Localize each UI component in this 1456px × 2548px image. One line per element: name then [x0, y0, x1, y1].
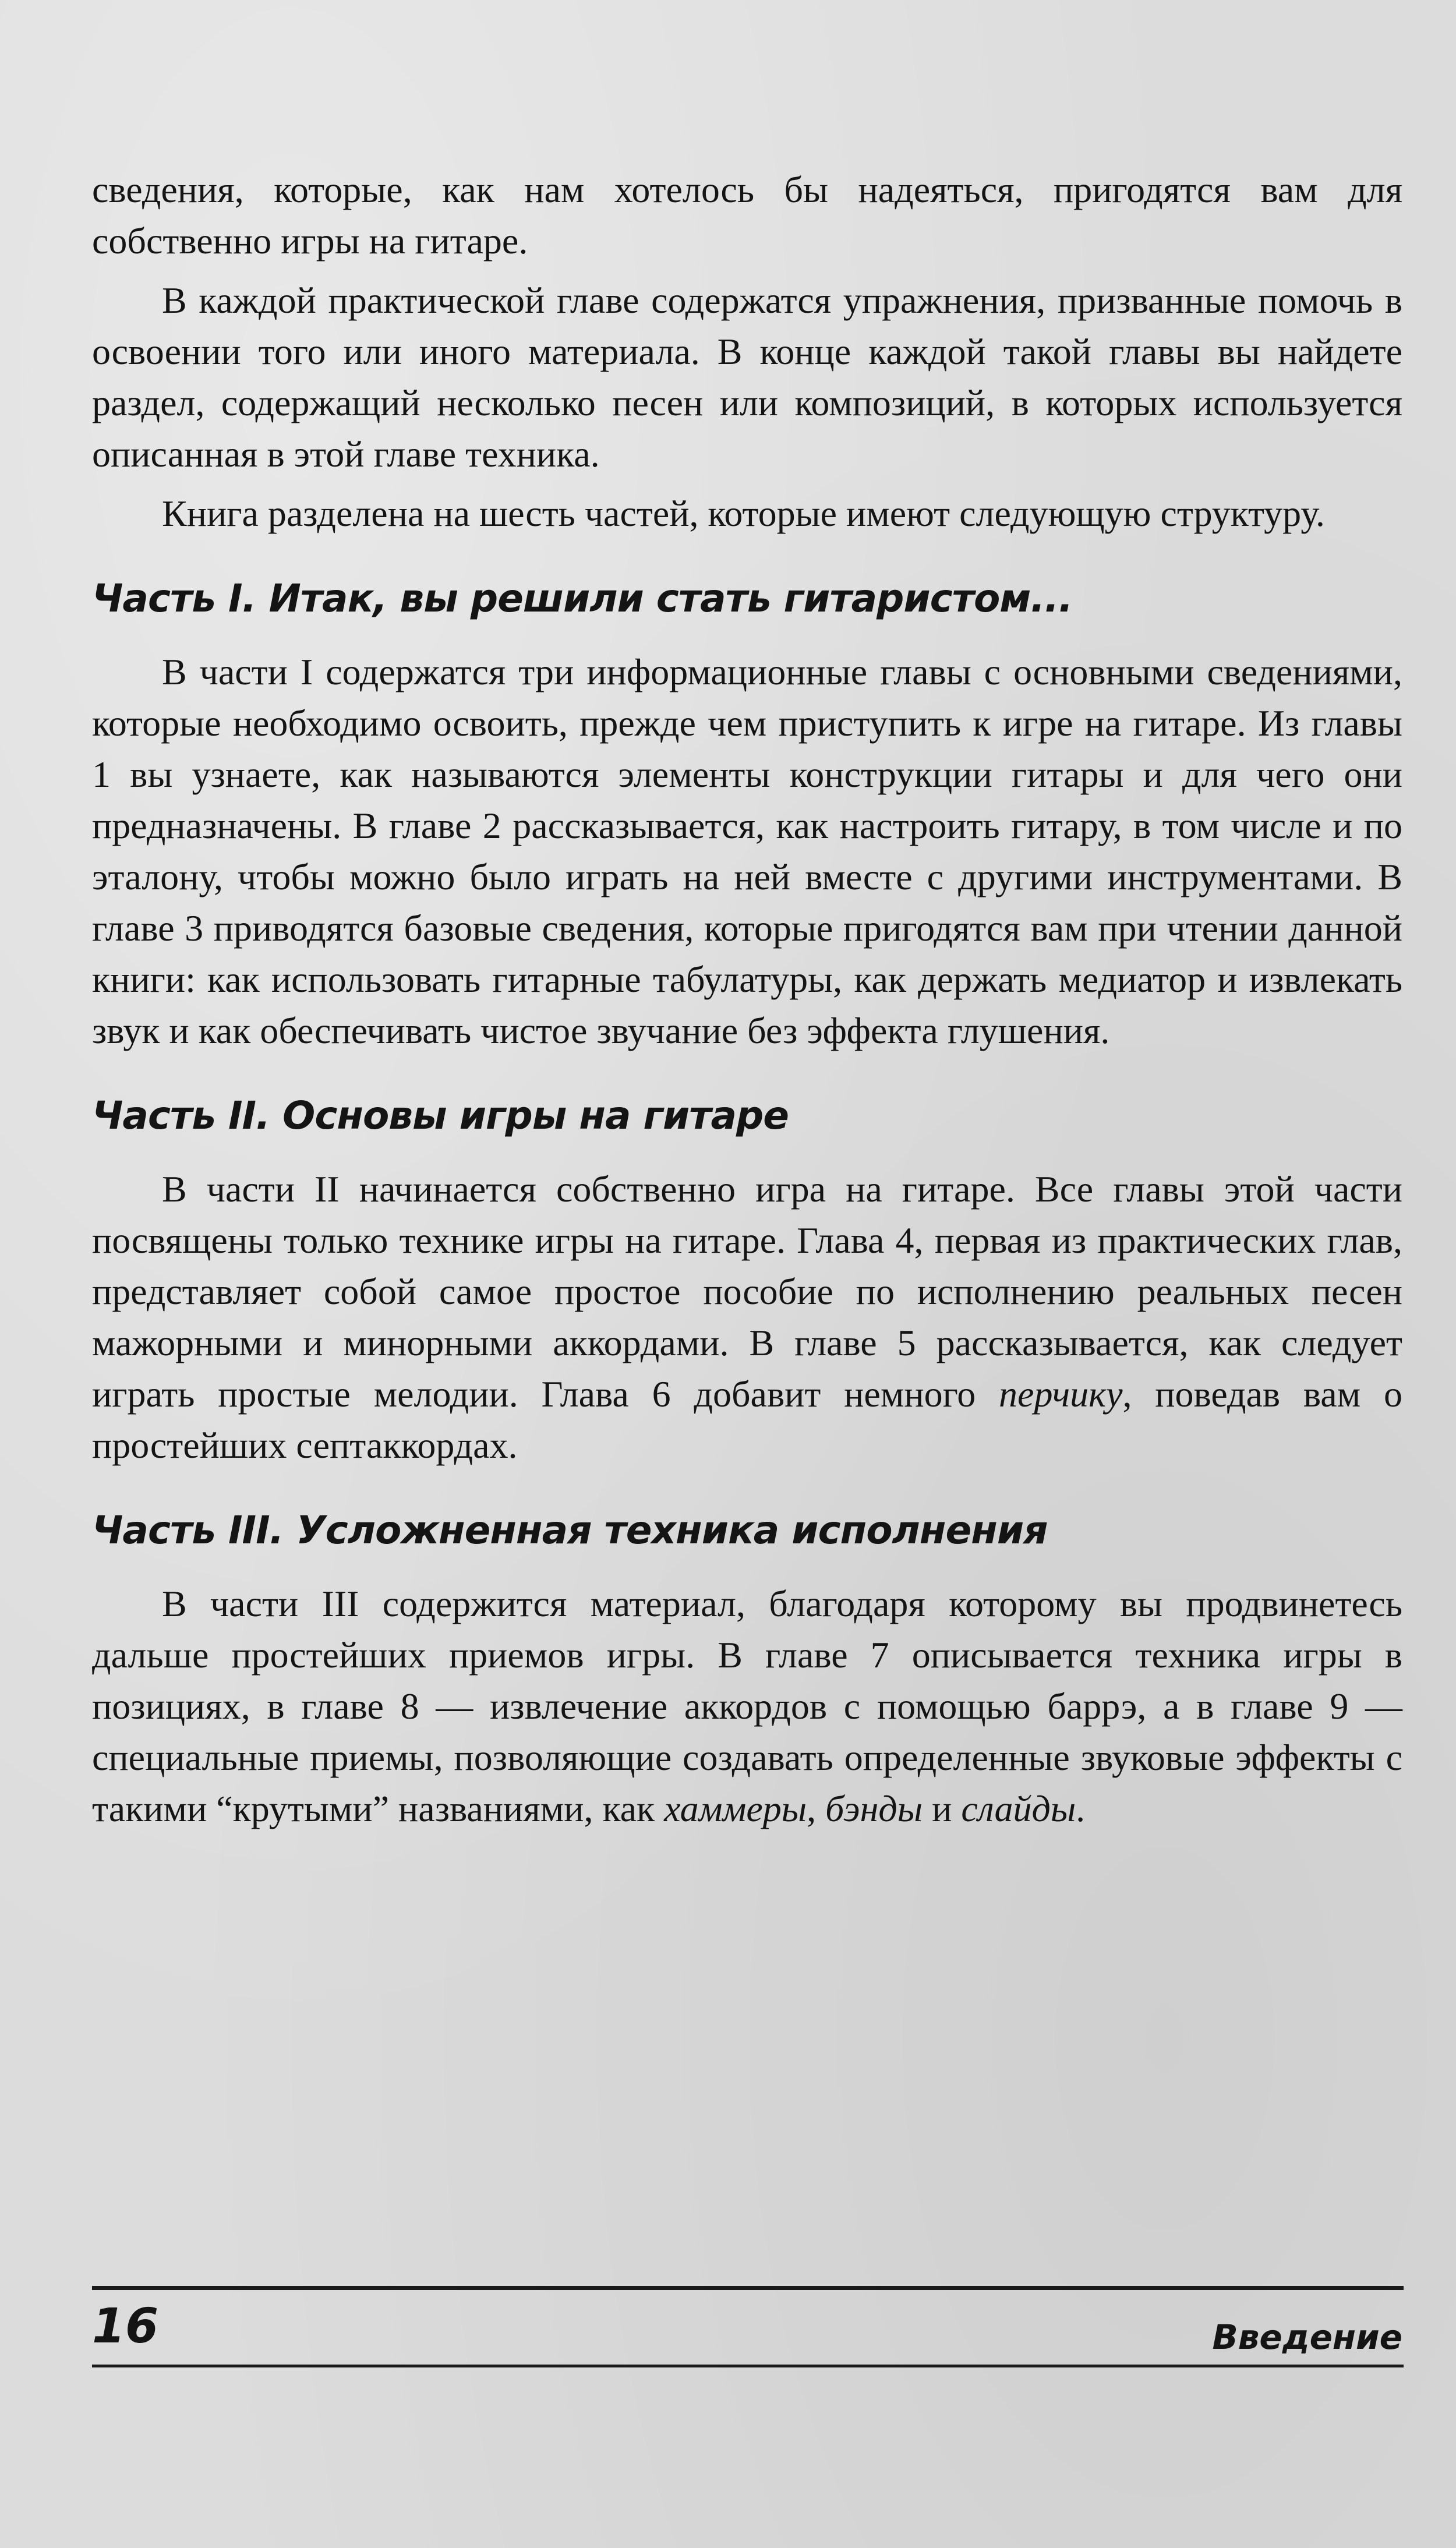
part-1-text: В части I содержатся три информационные главы с основными сведениями, которые необходимо освоить, прежде чем приступить к игре на гитаре. Из главы 1 вы узнаете, как называются элементы конструкции гитары и для чего они предназначены. В главе 2 рассказывается, как настроить гитару, в том числе и по эталону, чтобы можно было играть на ней вместе с другими инструментами. В главе 3 приводятся базовые сведения, которые пригодятся вам при чтении данной книги: как использовать гитарные табулатуры, как держать медиатор и извлекать звук и как обеспечивать чистое звучание без эффекта глушения.	[92, 651, 1402, 1051]
part-3-emphasis-slides: слайды	[961, 1788, 1076, 1829]
part-2-emphasis: перчику	[999, 1373, 1123, 1415]
footer-rule-bottom	[92, 2365, 1404, 2367]
intro-paragraph-3: Книга разделена на шесть частей, которые имеют следующую структуру.	[162, 493, 1325, 534]
part-3-text	[92, 1578, 1402, 1835]
page-body	[92, 164, 1402, 1835]
part-3-text-end: .	[1076, 1788, 1086, 1829]
page-number: 16	[92, 2299, 159, 2354]
part-2-text-start: В части II начинается собственно игра на гитаре. Все главы этой части посвящены только технике игры на гитаре. Глава 4, первая из практических глав, представляет собой самое простое пособие по исполнению реальных песен мажорными и минорными аккордами. В главе 5 рассказывается, как следует играть простые мелодии. Глава 6 добавит немного	[92, 1168, 1402, 1415]
intro-paragraph-2: В каждой практической главе содержатся упражнения, призванные помочь в освоении того или иного материала. В конце каждой такой главы вы найдете раздел, содержащий несколько песен или композиций, в которых используется описанная в этой главе техника.	[92, 280, 1402, 475]
part-2-heading: Часть II. Основы игры на гитаре	[92, 1093, 789, 1138]
part-3-separator-2: и	[923, 1788, 962, 1829]
part-1-heading: Часть I. Итак, вы решили стать гитаристом...	[92, 576, 1073, 621]
part-3-emphasis-bends: бэнды	[825, 1788, 923, 1829]
intro-paragraph-1: сведения, которые, как нам хотелось бы надеяться, пригодятся вам для собственно игры на гитаре.	[92, 169, 1402, 261]
part-3-separator-1: ,	[807, 1788, 826, 1829]
part-2-text	[92, 1164, 1402, 1471]
part-3-text-start: В части III содержится материал, благодаря которому вы продвинетесь дальше простейших приемов игры. В главе 7 описывается техника игры в позициях, в главе 8 — извлечение аккордов с помощью баррэ, а в главе 9 — специальные приемы, позволяющие создавать определенные звуковые эффекты с такими “крутыми” названиями, как	[92, 1583, 1402, 1829]
part-3-heading: Часть III. Усложненная техника исполнения	[92, 1508, 1048, 1553]
footer-rule-top	[92, 2286, 1404, 2290]
footer-section-name: Введение	[1212, 2317, 1402, 2357]
part-3-emphasis-hammers: хаммеры	[664, 1788, 807, 1829]
part-2-text-end: , поведав вам о простейших септаккордах.	[92, 1373, 1403, 1466]
